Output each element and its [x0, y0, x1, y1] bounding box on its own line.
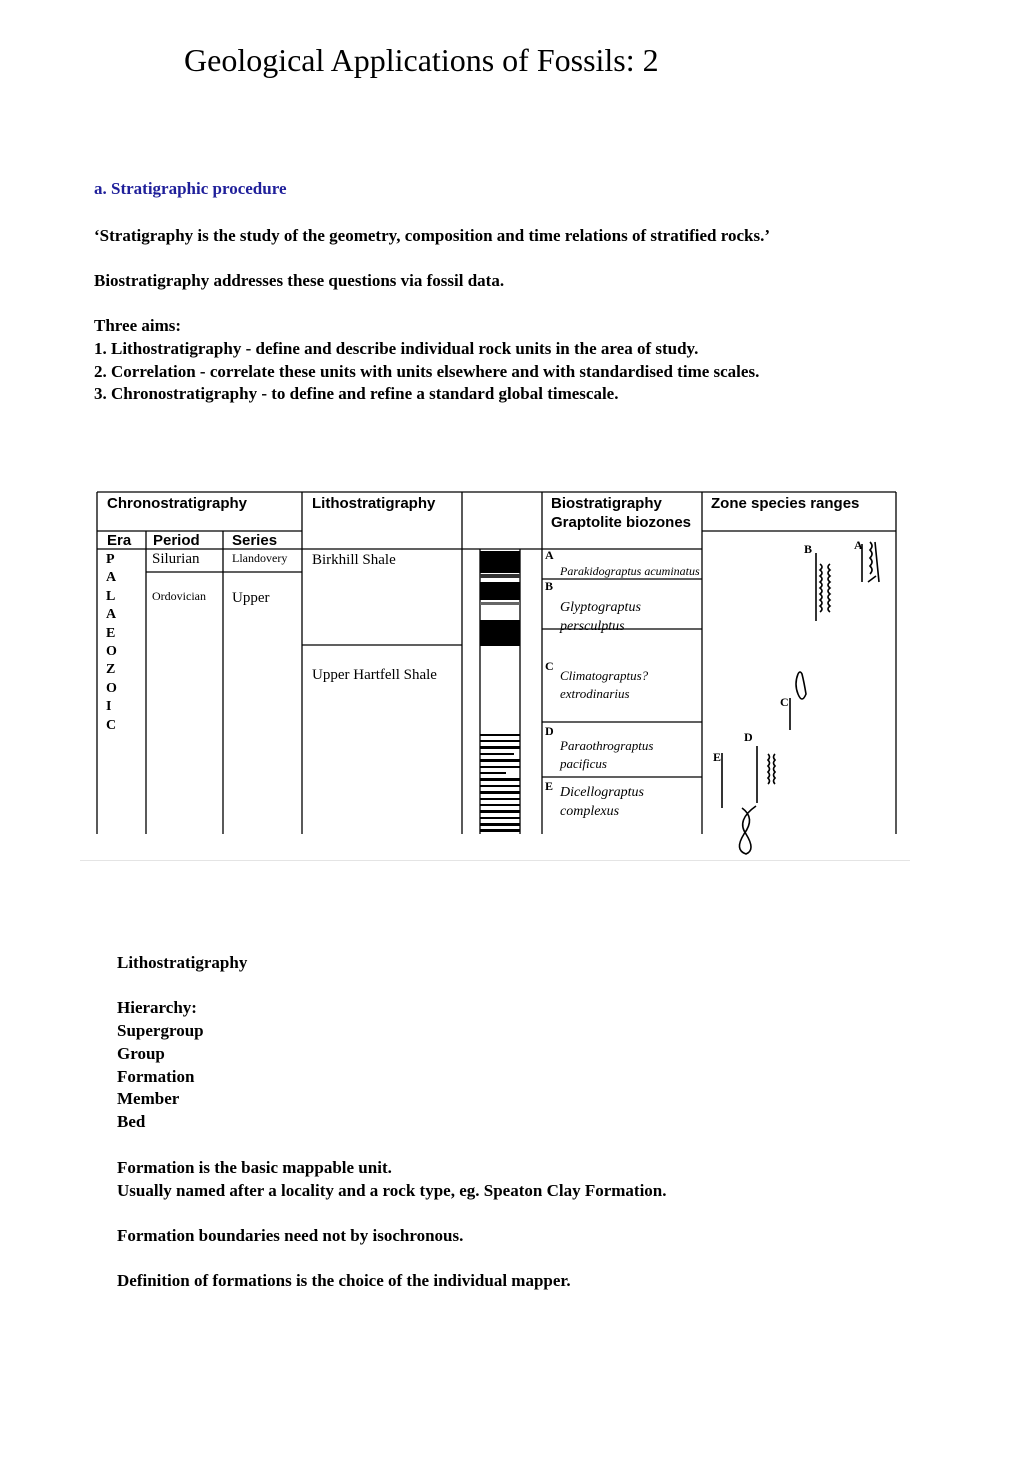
formation-boundaries-text: Formation boundaries need not by isochronous.: [117, 1226, 464, 1245]
aim-item: 1. Lithostratigraphy - define and describe individual rock units in the area of study.: [94, 339, 699, 358]
era-letter: A: [106, 570, 117, 586]
zone-name: Climatograptus?: [560, 668, 649, 683]
biostratigraphy-header: Biostratigraphy: [551, 495, 662, 512]
era-letter: P: [106, 552, 115, 567]
zone-name: complexus: [560, 804, 620, 819]
formation-definition-text: Definition of formations is the choice of the individual mapper.: [117, 1271, 571, 1290]
era-letter: C: [106, 717, 117, 733]
series-llandovery: Llandovery: [232, 551, 288, 565]
hierarchy-item: Group: [117, 1044, 165, 1063]
zone-name: pacificus: [560, 756, 607, 771]
page-title: Geological Applications of Fossils: 2: [184, 42, 659, 78]
period-ordovician: Ordovician: [152, 589, 206, 603]
biostratigraphy-text: Biostratigraphy addresses these questions via fossil data.: [94, 271, 505, 290]
zone-letter: E: [545, 779, 554, 793]
formation-basic-text: Formation is the basic mappable unit.: [117, 1158, 392, 1177]
range-label: C: [780, 695, 789, 709]
hierarchy-item: Supergroup: [117, 1021, 204, 1040]
hierarchy-item: Member: [117, 1089, 180, 1108]
range-label: E: [713, 750, 722, 764]
aims-heading: Three aims:: [94, 316, 182, 335]
hierarchy-item: Bed: [117, 1112, 146, 1131]
lithostratigraphy-heading: Lithostratigraphy: [117, 953, 248, 972]
litho-upper-hartfell-shale: Upper Hartfell Shale: [312, 667, 437, 683]
hierarchy-heading: Hierarchy:: [117, 998, 197, 1017]
zone-letter: D: [545, 724, 554, 738]
series-header: Series: [232, 532, 278, 549]
era-letter: L: [106, 588, 116, 604]
zone-name: Paraothrograptus: [560, 738, 654, 753]
era-header: Era: [107, 532, 132, 549]
era-letter: E: [106, 625, 116, 641]
range-label: A: [854, 538, 863, 552]
graptolite-biozones-header: Graptolite biozones: [551, 514, 692, 531]
section-heading: a. Stratigraphic procedure: [94, 179, 287, 198]
era-letter: O: [106, 680, 117, 696]
zone-name: extrodinarius: [560, 686, 630, 701]
series-upper: Upper: [232, 590, 270, 606]
era-letter: O: [106, 644, 117, 660]
era-letter: A: [106, 607, 117, 623]
zone-name: Glyptograptus: [560, 600, 641, 615]
zone-letter: B: [545, 579, 554, 593]
hierarchy-item: Formation: [117, 1067, 195, 1086]
zone-letter: C: [545, 659, 554, 673]
period-silurian: Silurian: [152, 551, 200, 567]
zone-letter: A: [545, 548, 554, 562]
zone-name: Dicellograptus: [560, 785, 644, 800]
zone-ranges-header: Zone species ranges: [711, 495, 860, 512]
chronostratigraphy-header: Chronostratigraphy: [107, 495, 248, 512]
litho-birkhill-shale: Birkhill Shale: [312, 552, 396, 568]
figure-lines: [80, 478, 910, 860]
zone-name: persculptus: [560, 619, 625, 634]
lithostratigraphy-header: Lithostratigraphy: [312, 495, 436, 512]
era-letter: I: [106, 699, 112, 715]
era-palaeozoic: [106, 551, 117, 735]
era-letter: Z: [106, 662, 116, 678]
stratigraphy-quote: ‘Stratigraphy is the study of the geometry, composition and time relations of stratified rocks.’: [94, 226, 771, 245]
formation-named-text: Usually named after a locality and a rock type, eg. Speaton Clay Formation.: [117, 1181, 667, 1200]
zone-name: Parakidograptus acuminatus: [560, 564, 700, 578]
aim-item: 3. Chronostratigraphy - to define and refine a standard global timescale.: [94, 384, 619, 403]
stratigraphy-figure: [80, 478, 910, 861]
range-label: B: [804, 542, 813, 556]
range-label: D: [744, 730, 753, 744]
aim-item: 2. Correlation - correlate these units with units elsewhere and with standardised time scales.: [94, 362, 760, 381]
period-header: Period: [153, 532, 200, 549]
